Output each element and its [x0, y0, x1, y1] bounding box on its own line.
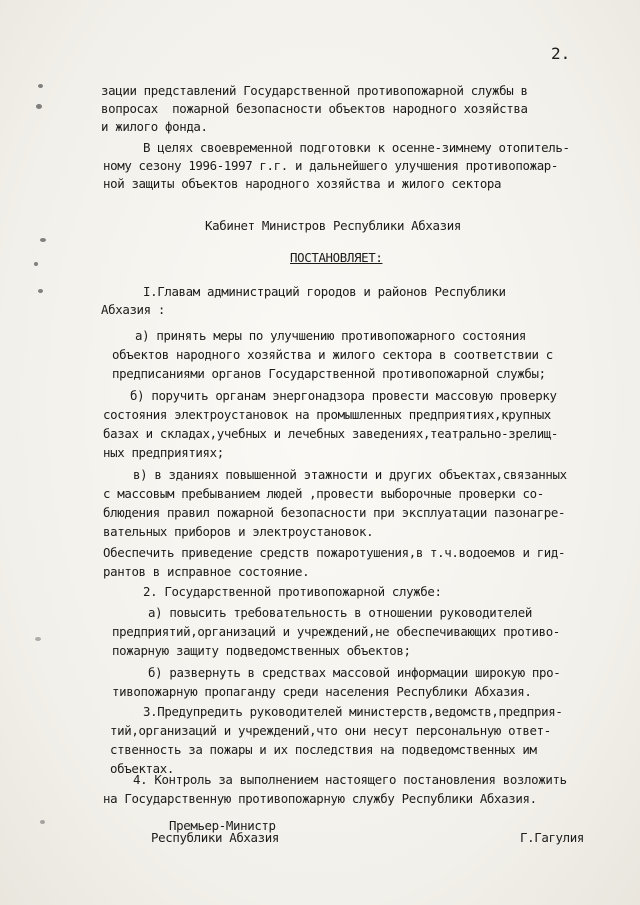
margin-speck [34, 262, 38, 266]
margin-speck [40, 820, 45, 824]
text-line: ственность за пожары и их последствия на подведомственных им [110, 742, 537, 757]
signatory-name: Г.Гагулия [520, 830, 584, 845]
text-line: в) в зданиях повышенной этажности и других объектах,связанных [133, 467, 567, 482]
margin-speck [38, 289, 43, 293]
page-number: 2. [551, 44, 571, 63]
text-line: Обеспечить приведение средств пожаротушения,в т.ч.водоемов и гид- [103, 545, 566, 560]
text-line: вопросах пожарной безопасности объектов народного хозяйства [101, 101, 528, 116]
text-line: б) развернуть в средствах массовой информации широкую про- [148, 665, 561, 680]
text-line: предприятий,организаций и учреждений,не обеспечивающих противо- [112, 624, 560, 639]
text-line: предписаниями органов Государственной противопожарной службы; [112, 366, 546, 381]
text-line: блюдения правил пожарной безопасности при эксплуатации пазонагре- [103, 505, 566, 520]
margin-speck [38, 84, 43, 88]
text-line: б) поручить органам энергонадзора провести массовую проверку [130, 388, 557, 403]
text-line: и жилого фонда. [101, 119, 208, 134]
text-line: тий,организаций и учреждений,что они несут персональную ответ- [110, 723, 551, 738]
text-line: ной защиты объектов народного хозяйства и жилого сектора [103, 176, 502, 191]
text-line: тивопожарную пропаганду среди населения Республики Абхазия. [112, 684, 532, 699]
resolution-heading: ПОСТАНОВЛЯЕТ: [290, 250, 383, 265]
text-line: рантов в исправное состояние. [103, 564, 310, 579]
signatory-title: Республики Абхазия [151, 830, 279, 845]
text-line: I.Главам администраций городов и районов Республики [143, 284, 506, 299]
margin-speck [36, 104, 42, 109]
margin-speck [35, 637, 41, 641]
text-line: базах и складах,учебных и лечебных заведениях,театрально-зрелищ- [103, 426, 559, 441]
text-line: 2. Государственной противопожарной службе: [143, 584, 442, 599]
signatory-title: Премьер-Министр [169, 818, 276, 833]
text-line: ному сезону 1996-1997 г.г. и дальнейшего улучшения противопожар- [103, 158, 559, 173]
text-line: 4. Контроль за выполнением настоящего постановления возложить [133, 772, 567, 787]
issuer-line: Кабинет Министров Республики Абхазия [205, 218, 461, 233]
text-line: пожарную защиту подведомственных объектов; [112, 643, 411, 658]
text-line: В целях своевременной подготовки к осенне-зимнему отопитель- [143, 140, 570, 155]
text-line: объектов народного хозяйства и жилого сектора в соответствии с [112, 347, 553, 362]
text-line: зации представлений Государственной противопожарной службы в [101, 83, 528, 98]
text-line: а) принять меры по улучшению противопожарного состояния [135, 328, 527, 343]
text-line: с массовым пребыванием людей ,провести выборочные проверки со- [103, 486, 544, 501]
text-line: Абхазия : [101, 302, 165, 317]
margin-speck [40, 238, 46, 242]
text-line: на Государственную противопожарную службу Республики Абхазия. [103, 791, 537, 806]
text-line: 3.Предупредить руководителей министерств,ведомств,предприя- [143, 704, 563, 719]
text-line: ных предприятиях; [103, 445, 224, 460]
text-line: а) повысить требовательность в отношении руководителей [148, 605, 532, 620]
text-line: состояния электроустановок на промышленных предприятиях,крупных [103, 407, 551, 422]
text-line: объектах. [110, 761, 174, 776]
text-line: вательных приборов и электроустановок. [103, 524, 374, 539]
